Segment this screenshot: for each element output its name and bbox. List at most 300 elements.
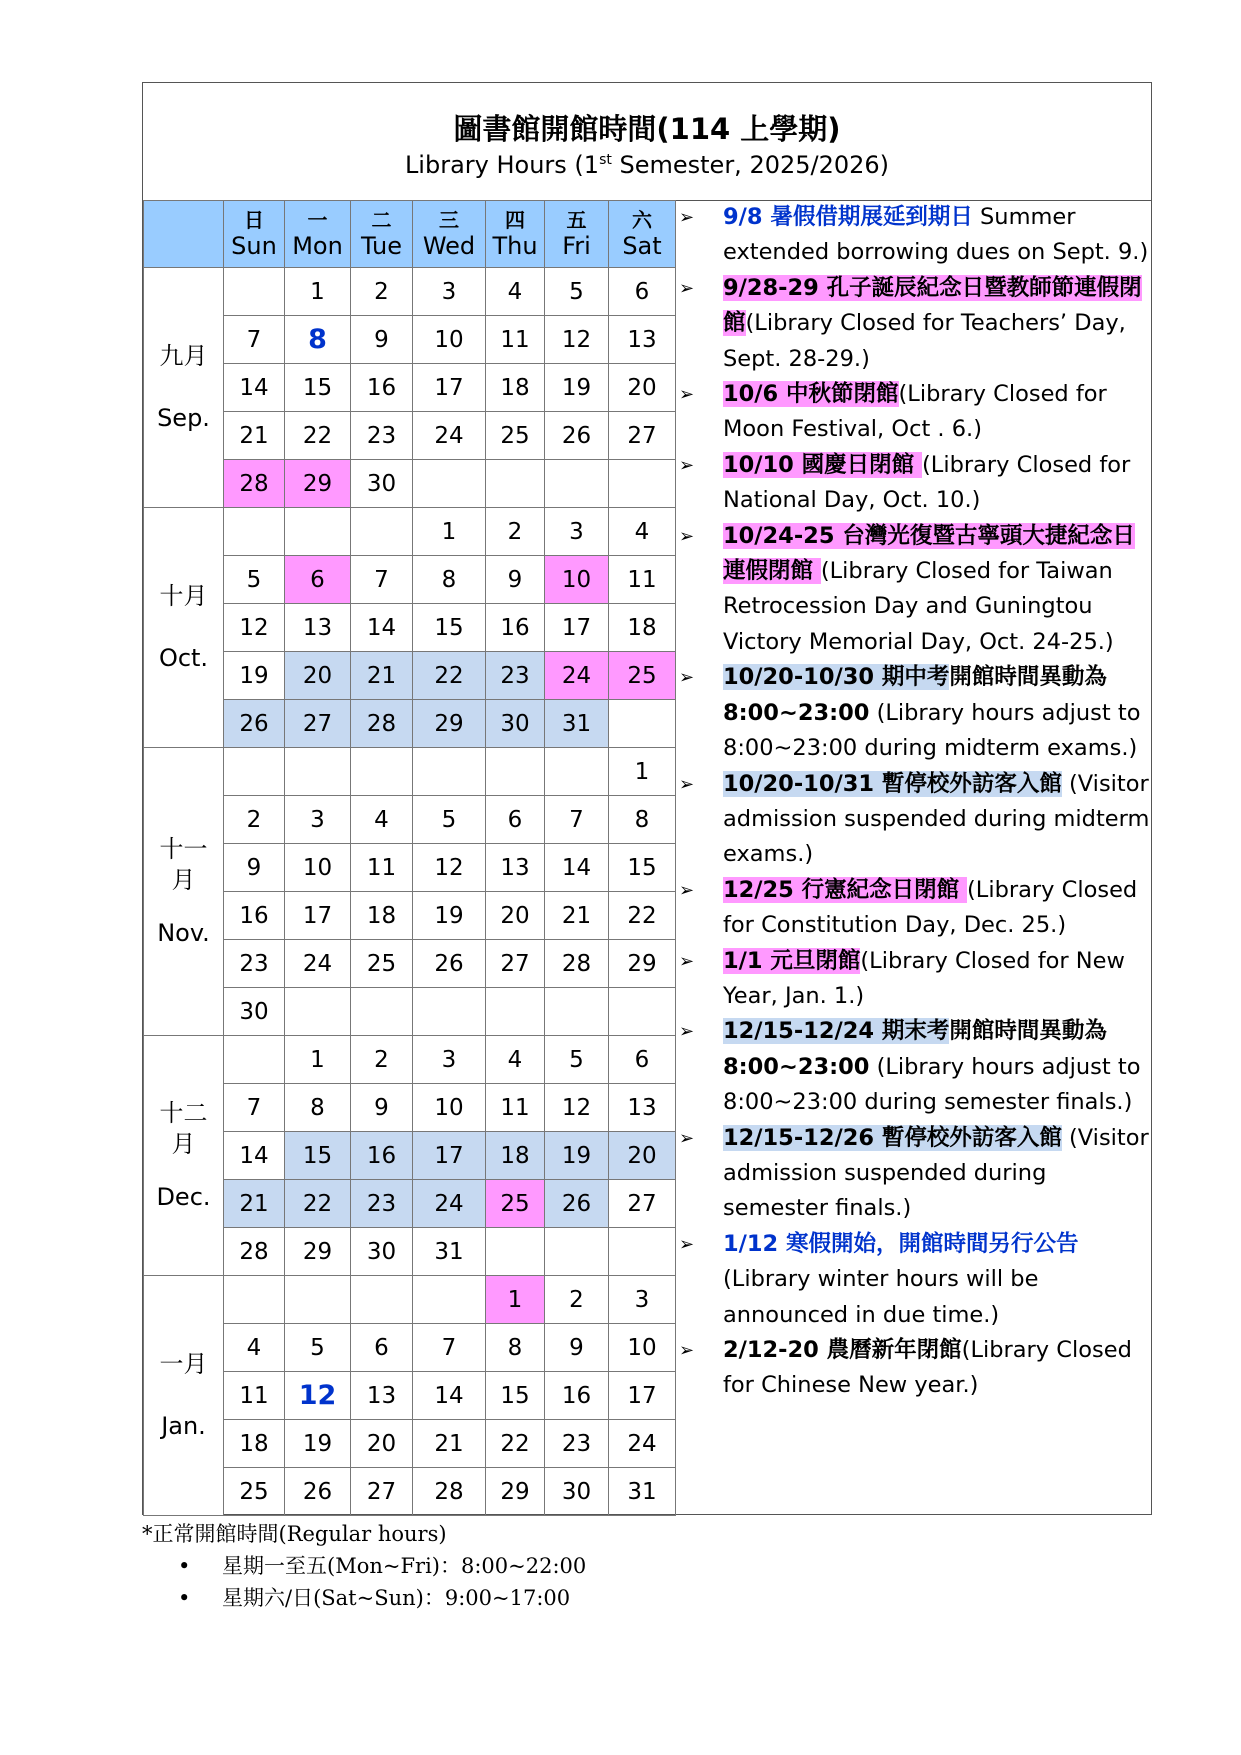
empty-day-cell <box>224 748 285 796</box>
week-row <box>144 1420 676 1468</box>
day-cell: 3 <box>413 1036 486 1084</box>
note-text: 12/15-12/24 期末考 <box>723 1018 950 1045</box>
day-cell: 17 <box>413 1132 486 1180</box>
weekday-header-thu <box>486 201 545 268</box>
week-row <box>144 1132 676 1180</box>
day-cell: 6 <box>609 1036 676 1084</box>
week-row <box>144 1036 676 1084</box>
day-cell: 13 <box>609 316 676 364</box>
empty-day-cell <box>224 1276 285 1324</box>
day-cell: 19 <box>545 364 609 412</box>
day-cell: 28 <box>351 700 413 748</box>
day-cell: 13 <box>486 844 545 892</box>
day-cell: 21 <box>224 412 285 460</box>
empty-day-cell <box>351 508 413 556</box>
arrow-bullet-icon: ➢ <box>679 1021 695 1043</box>
day-cell: 4 <box>351 796 413 844</box>
arrow-bullet-icon: ➢ <box>679 1127 695 1149</box>
day-cell: 31 <box>413 1228 486 1276</box>
day-cell: 11 <box>486 316 545 364</box>
day-cell: 16 <box>351 1132 413 1180</box>
note-item <box>675 1121 1153 1227</box>
note-text: 10/6 中秋節閉館 <box>723 381 899 408</box>
day-cell: 31 <box>609 1468 676 1516</box>
note-text: 開館時間異動為 8:00~23:00 <box>723 1018 1107 1080</box>
note-text: 9/8 暑假借期展延到期日 <box>723 204 973 230</box>
empty-day-cell <box>285 988 351 1036</box>
empty-day-cell <box>285 748 351 796</box>
note-item <box>675 944 1153 1015</box>
day-cell: 23 <box>351 412 413 460</box>
empty-day-cell <box>413 460 486 508</box>
day-cell: 23 <box>545 1420 609 1468</box>
note-text: 開館時間異動為 8:00~23:00 <box>723 664 1107 726</box>
day-cell: 27 <box>351 1468 413 1516</box>
empty-day-cell <box>609 460 676 508</box>
day-cell: 7 <box>224 1084 285 1132</box>
note-text: 10/10 國慶日閉館 <box>723 451 923 478</box>
day-cell: 8 <box>285 1084 351 1132</box>
month-label-zh: 九月 <box>159 342 208 371</box>
empty-day-cell <box>609 988 676 1036</box>
day-cell: 30 <box>545 1468 609 1516</box>
day-cell: 26 <box>413 940 486 988</box>
day-cell: 17 <box>413 364 486 412</box>
note-text: (Library Closed for Moon Festival, Oct . 6.) <box>723 381 1107 443</box>
day-cell: 27 <box>609 1180 676 1228</box>
note-item <box>675 1227 1153 1333</box>
weekday-zh: 六 <box>632 207 652 232</box>
arrow-bullet-icon: ➢ <box>679 384 695 406</box>
day-cell: 18 <box>486 364 545 412</box>
day-cell: 10 <box>285 844 351 892</box>
day-cell: 14 <box>545 844 609 892</box>
empty-day-cell <box>486 748 545 796</box>
month-label <box>144 1036 224 1276</box>
month-label <box>144 268 224 508</box>
week-row <box>144 700 676 748</box>
day-cell: 19 <box>413 892 486 940</box>
day-cell: 8 <box>609 796 676 844</box>
note-item <box>675 767 1153 873</box>
arrow-bullet-icon: ➢ <box>679 950 695 972</box>
month-label-en: Oct. <box>158 643 209 672</box>
day-cell: 14 <box>413 1372 486 1420</box>
empty-day-cell <box>609 700 676 748</box>
note-item <box>675 448 1153 519</box>
day-cell: 2 <box>351 1036 413 1084</box>
day-cell: 19 <box>224 652 285 700</box>
weekday-header-mon <box>285 201 351 268</box>
empty-day-cell <box>545 988 609 1036</box>
note-item <box>675 519 1153 661</box>
month-label-en: Nov. <box>157 919 210 948</box>
day-cell: 15 <box>285 1132 351 1180</box>
weekday-en: Wed <box>422 231 476 260</box>
page-subtitle <box>143 151 1151 179</box>
note-item <box>675 1333 1153 1404</box>
empty-day-cell <box>545 1228 609 1276</box>
day-cell: 16 <box>545 1372 609 1420</box>
day-cell: 12 <box>545 1084 609 1132</box>
month-label-en: Dec. <box>156 1183 211 1212</box>
note-item <box>675 873 1153 944</box>
weekday-header-sun <box>224 201 285 268</box>
month-header-cell <box>144 201 224 268</box>
day-cell: 8 <box>285 316 351 364</box>
note-text: (Visitor admission suspended during semester finals.) <box>723 1124 1149 1222</box>
day-cell: 18 <box>486 1132 545 1180</box>
day-cell: 22 <box>486 1420 545 1468</box>
week-row <box>144 652 676 700</box>
page-title: 圖書館開館時間(114 上學期) <box>453 112 841 146</box>
day-cell: 6 <box>609 268 676 316</box>
day-cell: 9 <box>486 556 545 604</box>
day-cell: 24 <box>413 412 486 460</box>
month-label-en: Jan. <box>161 1411 206 1440</box>
day-cell: 27 <box>285 700 351 748</box>
day-cell: 2 <box>545 1276 609 1324</box>
regular-hours-item: • 星期六/日(Sat~Sun)：9:00~17:00 <box>142 1582 586 1614</box>
day-cell: 12 <box>413 844 486 892</box>
day-cell: 20 <box>609 364 676 412</box>
day-cell: 14 <box>351 604 413 652</box>
week-row <box>144 988 676 1036</box>
note-text: (Library Closed for New Year, Jan. 1.) <box>723 947 1125 1009</box>
day-cell: 8 <box>413 556 486 604</box>
day-cell: 19 <box>285 1420 351 1468</box>
day-cell: 3 <box>609 1276 676 1324</box>
day-cell: 9 <box>351 316 413 364</box>
empty-day-cell <box>486 988 545 1036</box>
day-cell: 14 <box>224 1132 285 1180</box>
day-cell: 8 <box>486 1324 545 1372</box>
empty-day-cell <box>224 508 285 556</box>
day-cell: 18 <box>224 1420 285 1468</box>
regular-hours-item: • 星期一至五(Mon~Fri)：8:00~22:00 <box>142 1550 586 1582</box>
day-cell: 9 <box>545 1324 609 1372</box>
arrow-bullet-icon: ➢ <box>679 667 695 689</box>
day-cell: 12 <box>224 604 285 652</box>
day-cell: 25 <box>486 1180 545 1228</box>
day-cell: 1 <box>285 1036 351 1084</box>
calendar-frame <box>142 82 1152 1515</box>
day-cell: 5 <box>413 796 486 844</box>
day-cell: 2 <box>224 796 285 844</box>
day-cell: 28 <box>224 1228 285 1276</box>
day-cell: 21 <box>545 892 609 940</box>
week-row <box>144 892 676 940</box>
day-cell: 16 <box>351 364 413 412</box>
month-label-en: Sep. <box>157 403 210 432</box>
day-cell: 5 <box>224 556 285 604</box>
day-cell: 11 <box>351 844 413 892</box>
month-label-zh: 一月 <box>159 1350 208 1379</box>
day-cell: 21 <box>224 1180 285 1228</box>
day-cell: 17 <box>545 604 609 652</box>
week-row <box>144 1372 676 1420</box>
week-row <box>144 1180 676 1228</box>
day-cell: 29 <box>486 1468 545 1516</box>
note-text: (Library Closed for Teachers’ Day, Sept. 28-29.) <box>723 310 1126 372</box>
day-cell: 4 <box>609 508 676 556</box>
day-cell: 29 <box>285 1228 351 1276</box>
week-row <box>144 604 676 652</box>
day-cell: 1 <box>285 268 351 316</box>
day-cell: 26 <box>545 412 609 460</box>
note-text: (Library Closed for Chinese New year.) <box>723 1337 1132 1399</box>
weekday-en: Tue <box>361 231 402 260</box>
day-cell: 13 <box>609 1084 676 1132</box>
week-row <box>144 364 676 412</box>
day-cell: 1 <box>413 508 486 556</box>
note-text: (Library Closed for National Day, Oct. 10.) <box>723 451 1131 514</box>
week-row <box>144 1324 676 1372</box>
week-row <box>144 316 676 364</box>
day-cell: 14 <box>224 364 285 412</box>
arrow-bullet-icon: ➢ <box>679 1340 695 1361</box>
month-label-zh: 十月 <box>159 582 208 611</box>
day-cell: 12 <box>285 1372 351 1420</box>
day-cell: 2 <box>486 508 545 556</box>
note-text: 12/25 行憲紀念日閉館 <box>723 876 968 903</box>
day-cell: 30 <box>486 700 545 748</box>
day-cell: 24 <box>545 652 609 700</box>
day-cell: 22 <box>285 1180 351 1228</box>
day-cell: 10 <box>413 316 486 364</box>
notes-list <box>675 200 1153 1510</box>
day-cell: 7 <box>545 796 609 844</box>
day-cell: 15 <box>285 364 351 412</box>
day-cell: 22 <box>285 412 351 460</box>
empty-day-cell <box>351 748 413 796</box>
day-cell: 13 <box>351 1372 413 1420</box>
weekday-zh: 一 <box>307 207 328 232</box>
note-item <box>675 200 1153 271</box>
note-text: 1/12 寒假開始，開館時間另行公告 <box>723 1230 1079 1257</box>
day-cell: 7 <box>413 1324 486 1372</box>
note-item <box>675 660 1153 766</box>
day-cell: 20 <box>351 1420 413 1468</box>
note-text: 1/1 元旦閉館 <box>723 947 861 974</box>
day-cell: 6 <box>351 1324 413 1372</box>
empty-day-cell <box>224 1036 285 1084</box>
day-cell: 9 <box>351 1084 413 1132</box>
day-cell: 31 <box>545 700 609 748</box>
empty-day-cell <box>545 460 609 508</box>
regular-hours <box>142 1518 586 1614</box>
weekday-zh: 五 <box>566 207 587 232</box>
note-text: (Library Closed for Constitution Day, Dec. 25.) <box>723 876 1138 939</box>
note-text: (Library hours adjust to 8:00~23:00 during midterm exams.) <box>723 699 1141 762</box>
regular-hours-heading: *正常開館時間(Regular hours) <box>142 1522 447 1546</box>
day-cell: 6 <box>285 556 351 604</box>
day-cell: 27 <box>486 940 545 988</box>
day-cell: 11 <box>609 556 676 604</box>
week-row <box>144 1084 676 1132</box>
weekday-zh: 四 <box>505 207 525 232</box>
day-cell: 17 <box>285 892 351 940</box>
day-cell: 30 <box>351 1228 413 1276</box>
note-text: 12/15-12/26 暫停校外訪客入館 <box>723 1124 1062 1151</box>
month-label <box>144 748 224 1036</box>
day-cell: 3 <box>285 796 351 844</box>
empty-day-cell <box>413 988 486 1036</box>
week-row <box>144 796 676 844</box>
empty-day-cell <box>351 1276 413 1324</box>
arrow-bullet-icon: ➢ <box>679 1233 695 1255</box>
week-row <box>144 508 676 556</box>
note-text: 10/20-10/30 期中考 <box>723 664 950 691</box>
week-row <box>144 940 676 988</box>
day-cell: 30 <box>351 460 413 508</box>
day-cell: 10 <box>413 1084 486 1132</box>
note-text: 10/24-25 台灣光復暨古寧頭大捷紀念日連假閉館 <box>723 522 1135 585</box>
arrow-bullet-icon: ➢ <box>679 773 695 795</box>
day-cell: 16 <box>486 604 545 652</box>
day-cell: 25 <box>609 652 676 700</box>
day-cell: 26 <box>545 1180 609 1228</box>
day-cell: 29 <box>413 700 486 748</box>
empty-day-cell <box>413 748 486 796</box>
day-cell: 21 <box>351 652 413 700</box>
day-cell: 15 <box>413 604 486 652</box>
day-cell: 23 <box>224 940 285 988</box>
day-cell: 5 <box>285 1324 351 1372</box>
weekday-header-tue <box>351 201 413 268</box>
day-cell: 7 <box>351 556 413 604</box>
day-cell: 10 <box>609 1324 676 1372</box>
day-cell: 9 <box>224 844 285 892</box>
day-cell: 4 <box>486 268 545 316</box>
day-cell: 25 <box>351 940 413 988</box>
week-row <box>144 1468 676 1516</box>
week-row <box>144 460 676 508</box>
day-cell: 28 <box>545 940 609 988</box>
weekday-zh: 三 <box>439 207 459 232</box>
day-cell: 5 <box>545 1036 609 1084</box>
week-row <box>144 268 676 316</box>
note-text: (Library hours adjust to 8:00~23:00 during semester finals.) <box>723 1053 1141 1116</box>
empty-day-cell <box>285 508 351 556</box>
day-cell: 17 <box>609 1372 676 1420</box>
day-cell: 4 <box>224 1324 285 1372</box>
subtitle-pre: Library Hours (1 <box>404 151 600 179</box>
week-row <box>144 1276 676 1324</box>
day-cell: 23 <box>486 652 545 700</box>
day-cell: 25 <box>224 1468 285 1516</box>
weekday-en: Mon <box>292 231 343 260</box>
empty-day-cell <box>351 988 413 1036</box>
weekday-header-row <box>144 201 676 268</box>
day-cell: 4 <box>486 1036 545 1084</box>
empty-day-cell <box>545 748 609 796</box>
note-text: 10/20-10/31 暫停校外訪客入館 <box>723 770 1062 797</box>
day-cell: 6 <box>486 796 545 844</box>
empty-day-cell <box>285 1276 351 1324</box>
day-cell: 26 <box>285 1468 351 1516</box>
note-text: Summer extended borrowing dues on Sept. 9.) <box>723 204 1149 266</box>
day-cell: 22 <box>609 892 676 940</box>
weekday-zh: 二 <box>371 207 392 232</box>
day-cell: 15 <box>609 844 676 892</box>
note-text: 2/12-20 農曆新年閉館 <box>723 1337 962 1363</box>
day-cell: 21 <box>413 1420 486 1468</box>
day-cell: 28 <box>224 460 285 508</box>
week-row <box>144 556 676 604</box>
day-cell: 7 <box>224 316 285 364</box>
day-cell: 24 <box>609 1420 676 1468</box>
day-cell: 2 <box>351 268 413 316</box>
arrow-bullet-icon: ➢ <box>679 879 695 901</box>
day-cell: 11 <box>486 1084 545 1132</box>
day-cell: 18 <box>351 892 413 940</box>
day-cell: 12 <box>545 316 609 364</box>
weekday-header-fri <box>545 201 609 268</box>
note-text: (Library Closed for Taiwan Retrocession Day and Guningtou Victory Memorial Day, Oct. 24-25.) <box>723 558 1114 655</box>
day-cell: 19 <box>545 1132 609 1180</box>
day-cell: 10 <box>545 556 609 604</box>
day-cell: 25 <box>486 412 545 460</box>
arrow-bullet-icon: ➢ <box>679 207 695 228</box>
day-cell: 20 <box>609 1132 676 1180</box>
day-cell: 28 <box>413 1468 486 1516</box>
note-text: (Visitor admission suspended during midterm exams.) <box>723 770 1150 868</box>
day-cell: 24 <box>413 1180 486 1228</box>
day-cell: 29 <box>609 940 676 988</box>
empty-day-cell <box>224 268 285 316</box>
day-cell: 23 <box>351 1180 413 1228</box>
arrow-bullet-icon: ➢ <box>679 454 695 476</box>
empty-day-cell <box>486 1228 545 1276</box>
calendar-table <box>143 200 676 1516</box>
day-cell: 5 <box>545 268 609 316</box>
day-cell: 3 <box>413 268 486 316</box>
week-row <box>144 748 676 796</box>
weekday-zh: 日 <box>244 207 264 232</box>
weekday-header-sat <box>609 201 676 268</box>
day-cell: 16 <box>224 892 285 940</box>
day-cell: 29 <box>285 460 351 508</box>
note-text: (Library winter hours will be announced in due time.) <box>723 1266 1039 1328</box>
day-cell: 3 <box>545 508 609 556</box>
week-row <box>144 412 676 460</box>
day-cell: 30 <box>224 988 285 1036</box>
week-row <box>144 1228 676 1276</box>
month-label <box>144 1276 224 1516</box>
day-cell: 24 <box>285 940 351 988</box>
subtitle-sup: st <box>599 152 612 168</box>
day-cell: 20 <box>486 892 545 940</box>
day-cell: 18 <box>609 604 676 652</box>
week-row <box>144 844 676 892</box>
month-label-zh: 十一月 <box>159 834 208 894</box>
day-cell: 26 <box>224 700 285 748</box>
weekday-header-wed <box>413 201 486 268</box>
day-cell: 27 <box>609 412 676 460</box>
note-item <box>675 377 1153 448</box>
note-item <box>675 271 1153 377</box>
weekday-en: Thu <box>492 231 538 260</box>
empty-day-cell <box>413 1276 486 1324</box>
weekday-en: Fri <box>562 231 591 260</box>
note-item <box>675 1014 1153 1120</box>
note-text: 9/28-29 孔子誕辰紀念日暨教師節連假閉館 <box>723 274 1142 337</box>
day-cell: 13 <box>285 604 351 652</box>
day-cell: 22 <box>413 652 486 700</box>
month-label <box>144 508 224 748</box>
arrow-bullet-icon: ➢ <box>679 525 695 547</box>
